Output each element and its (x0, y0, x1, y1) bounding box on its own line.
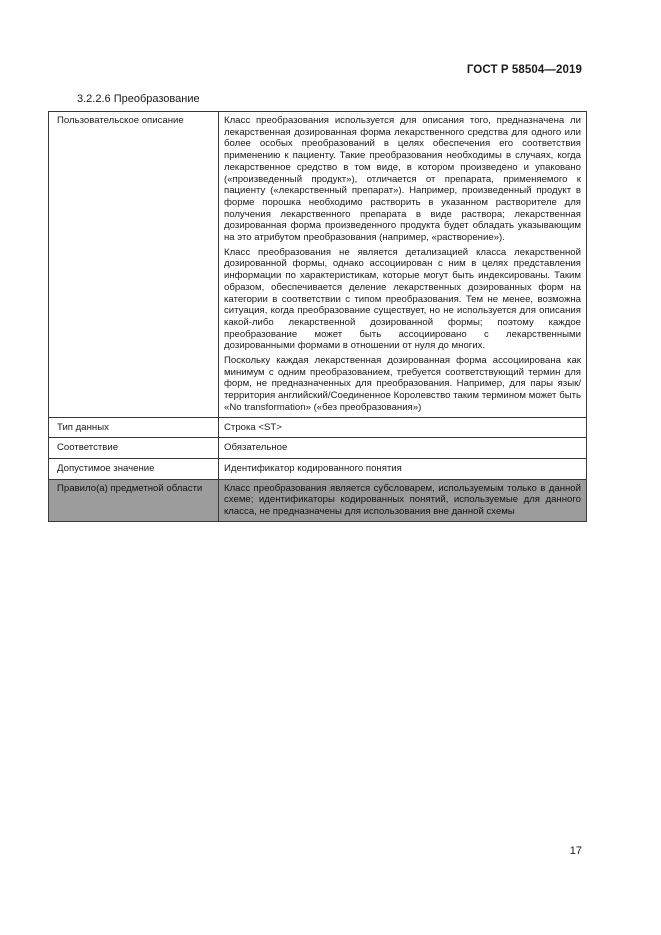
domain-rules-text: Класс преобразования является субсловарем, используемым только в данной схеме; идентификаторы кодированных понятий, используемые для данного класса, не предназначены для использования вне данной схемы (224, 482, 581, 518)
row-label-description: Пользовательское описание (49, 112, 219, 418)
row-label-allowed-value: Допустимое значение (49, 458, 219, 479)
row-value-description (219, 112, 587, 418)
row-value-data-type: Строка <ST> (219, 417, 587, 438)
document-code: ГОСТ Р 58504—2019 (466, 64, 582, 76)
description-paragraph: Класс преобразования используется для описания того, предназначена ли лекарственная дозированная форма лекарственного средства для одного или более особых преобразований в целях обеспечения его соответствия применению к пациенту. Такие преобразования необходимы в случаях, когда лекарственное средство в том виде, в котором произведено и упаковано («произведенный продукт»), отличается от препарата, применяемого к пациенту («лекарственный препарат»). Например, произведенный продукт в форме порошка необходимо растворить в указанном растворителе для получения лекарственного препарата в виде раствора; лекарственная дозированная форма произведенного продукта будет обладать указывающим на это атрибутом преобразования (например, «растворение»). (224, 115, 581, 244)
table-row (49, 417, 587, 438)
description-paragraph: Поскольку каждая лекарственная дозированная форма ассоциирована как минимум с одним преобразованием, требуется соответствующий термин для форм, не предназначенных для преобразования. Например, для пары язык/территория английский/Соединенное Королевство таким термином может быть «No transformation» («без преобразования») (224, 355, 581, 413)
attribute-table (48, 111, 587, 522)
table-row (49, 458, 587, 479)
section-heading: 3.2.2.6 Преобразование (77, 93, 200, 105)
row-value-conformance: Обязательное (219, 438, 587, 459)
row-label-data-type: Тип данных (49, 417, 219, 438)
row-label-conformance: Соответствие (49, 438, 219, 459)
description-paragraph: Класс преобразования не является детализацией класса лекарственной дозированной формы, однако ассоциирован с ним в целях представления информации по характеристикам, которые могут быть индексированы. Таким образом, обеспечивается деление лекарственных дозированных форм на категории в соответствии с типом преобразования. Тем не менее, возможна ситуация, когда преобразование существует, но не используется для описания какой-либо лекарственной дозированной формы; поэтому каждое преобразование может быть ассоциировано с лекарственными дозированными формами в отношении от нуля до многих. (224, 246, 581, 352)
page-number: 17 (569, 845, 582, 857)
table-row (49, 112, 587, 418)
row-value-allowed-value: Идентификатор кодированного понятия (219, 458, 587, 479)
row-value-domain-rules (219, 479, 587, 521)
table-row (49, 438, 587, 459)
row-label-domain-rules: Правило(а) предметной области (49, 479, 219, 521)
table-row (49, 479, 587, 521)
